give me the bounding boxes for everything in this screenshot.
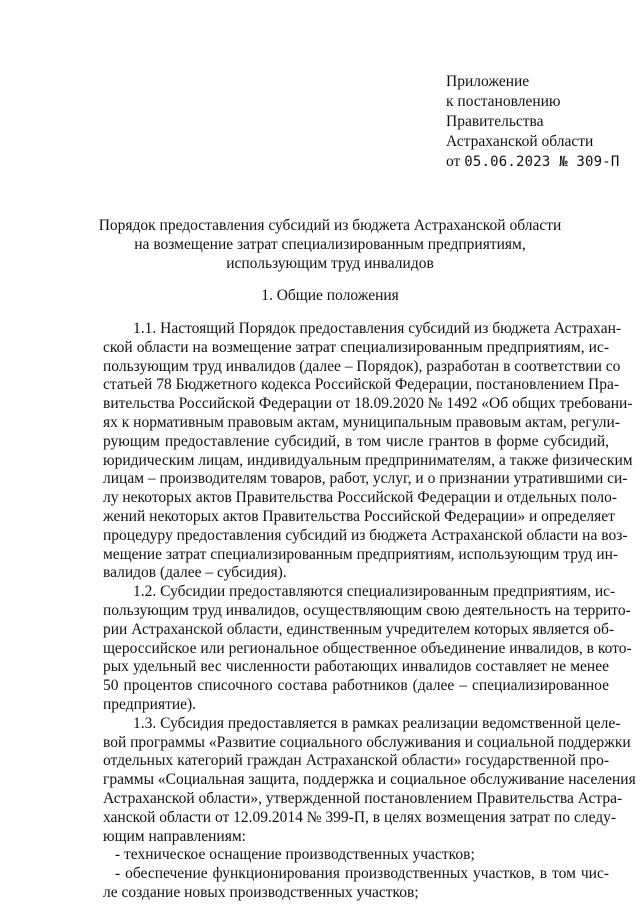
body-line: вой программы «Развитие социального обслуживания и социальной поддержки bbox=[103, 733, 631, 751]
body-line: ющим направлениям: bbox=[103, 827, 246, 845]
body-line: 1.1. Настоящий Порядок предоставления субсидий из бюджета Астрахан- bbox=[133, 320, 622, 337]
body-line: ле создание новых производственных участков; bbox=[103, 883, 419, 901]
appendix-line: Астраханской области bbox=[446, 133, 594, 150]
body-line: - техническое оснащение производственных участков; bbox=[115, 846, 475, 864]
body-line: ской области на возмещение затрат специализированным предприятиям, ис- bbox=[103, 338, 609, 356]
body-line: пользующим труд инвалидов, осуществляющим свою деятельность на террито- bbox=[103, 601, 631, 619]
body-line: рых удельный вес численности работающих инвалидов составляет не менее bbox=[103, 658, 609, 676]
body-line: отдельных категорий граждан Астраханской области» государственной про- bbox=[103, 752, 609, 770]
body-line: граммы «Социальная защита, поддержка и социальное обслуживание населения bbox=[103, 771, 636, 789]
body-line: мещение затрат специализированным предприятиям, использующим труд ин- bbox=[103, 545, 619, 563]
body-line: 1.3. Субсидия предоставляется в рамках реализации ведомственной целе- bbox=[133, 714, 621, 732]
body-line: лу некоторых актов Правительства Российской Федерации и отдельных поло- bbox=[103, 489, 618, 507]
body-line: юридическим лицам, индивидуальным предпринимателям, а также физическим bbox=[103, 451, 633, 469]
body-line: статьей 78 Бюджетного кодекса Российской Федерации, постановлением Пра- bbox=[103, 376, 620, 394]
body-line: ях к нормативным правовым актам, муниципальным правовым актам, регули- bbox=[103, 413, 620, 431]
body-line: щероссийское или региональное общественное объединение инвалидов, в кото- bbox=[103, 639, 632, 657]
body-line: Астраханской области», утвержденной постановлением Правительства Астра- bbox=[103, 789, 623, 807]
appendix-line: к постановлению bbox=[446, 93, 561, 110]
body-line: пользующим труд инвалидов (далее – Порядок), разработан в соответствии со bbox=[103, 357, 621, 375]
body-line: вительства Российской Федерации от 18.09.2020 № 1492 «Об общих требовани- bbox=[103, 395, 633, 413]
document-title bbox=[80, 216, 580, 273]
appendix-block bbox=[446, 72, 620, 172]
body-line: жений некоторых актов Правительства Российской Федерации» и определяет bbox=[103, 507, 615, 525]
body-line: валидов (далее – субсидия). bbox=[103, 564, 287, 582]
body-line: - обеспечение функционирования производственных участков, в том чис- bbox=[115, 865, 609, 883]
title-line: на возмещение затрат специализированным предприятиям, bbox=[134, 236, 526, 253]
body-line: рии Астраханской области, единственным учредителем которых является об- bbox=[103, 620, 615, 638]
body-line: 1.2. Субсидии предоставляются специализированным предприятиям, ис- bbox=[133, 583, 616, 601]
title-line: Порядок предоставления субсидий из бюджета Астраханской области bbox=[98, 217, 562, 234]
appendix-line: Правительства bbox=[446, 113, 544, 130]
body-line: ханской области от 12.09.2014 № 399-П, в целях возмещения затрат по следу- bbox=[103, 808, 617, 826]
document-body bbox=[103, 320, 636, 903]
title-line: использующим труд инвалидов bbox=[226, 255, 434, 272]
date-number-stamp: 05.06.2023 № 309-П bbox=[464, 154, 620, 170]
body-line: предприятие). bbox=[103, 695, 197, 713]
appendix-date-line bbox=[446, 152, 620, 172]
date-prefix: от bbox=[446, 153, 465, 170]
section-heading: 1. Общие положения bbox=[261, 287, 399, 304]
appendix-line: Приложение bbox=[446, 73, 530, 90]
body-line: 50 процентов списочного состава работников (далее – специализированное bbox=[103, 677, 609, 695]
body-line: процедуру предоставления субсидий из бюджета Астраханской области на воз- bbox=[103, 526, 628, 544]
body-line: рующим предоставление субсидий, в том числе грантов в форме субсидий, bbox=[103, 432, 609, 450]
body-line: лицам – производителям товаров, работ, услуг, и о признании утратившими си- bbox=[103, 470, 628, 488]
